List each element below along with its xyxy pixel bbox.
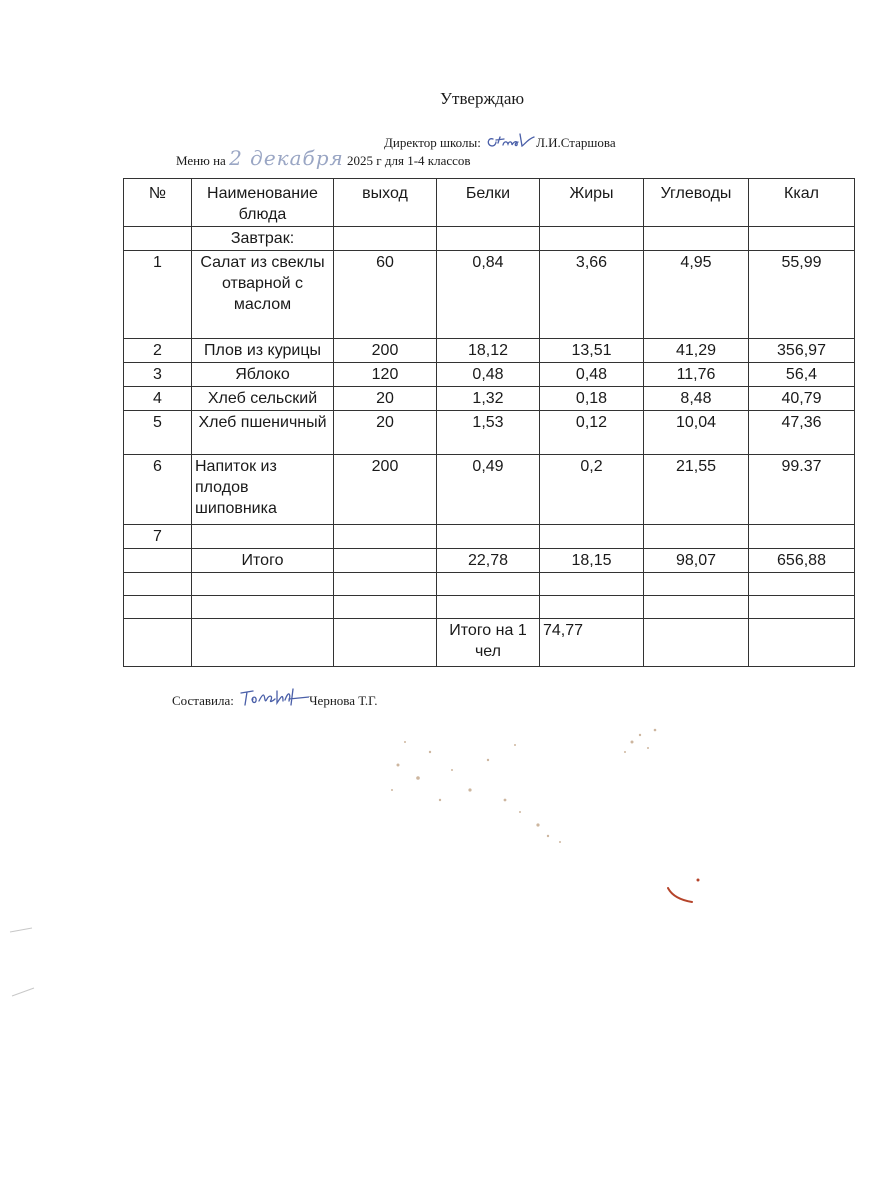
cell-yield: 200 [334,339,437,363]
cell-kcal: 40,79 [749,387,855,411]
cell-name: Хлеб сельский [192,387,334,411]
col-header-carbs: Углеводы [644,179,749,227]
table-row [124,363,855,387]
cell-kcal: 56,4 [749,363,855,387]
table-row [124,411,855,455]
total-kcal: 656,88 [749,549,855,573]
cell-protein: 1,53 [437,411,540,455]
per-person-label: Итого на 1 чел [437,619,540,667]
cell-kcal: 99.37 [749,455,855,525]
cell-fat: 0,48 [540,363,644,387]
table-row [124,387,855,411]
table-row [124,251,855,339]
cell-fat: 13,51 [540,339,644,363]
cell-carbs: 11,76 [644,363,749,387]
director-label: Директор школы: [384,135,481,150]
cell-carbs: 8,48 [644,387,749,411]
compiled-signature [237,687,309,711]
table-row [124,455,855,525]
col-header-no: № [124,179,192,227]
cell-no: 3 [124,363,192,387]
menu-title [176,146,471,170]
director-signature [484,131,536,153]
cell-no: 5 [124,411,192,455]
cell-carbs: 21,55 [644,455,749,525]
col-header-protein: Белки [437,179,540,227]
cell-carbs: 10,04 [644,411,749,455]
section-label: Завтрак: [192,227,334,251]
menu-table [123,178,855,667]
total-label: Итого [192,549,334,573]
empty-row [124,573,855,596]
menu-suffix: 2025 г для 1-4 классов [347,153,471,168]
cell-kcal: 55,99 [749,251,855,339]
total-carbs: 98,07 [644,549,749,573]
section-row [124,227,855,251]
cell-yield: 200 [334,455,437,525]
cell-protein: 18,12 [437,339,540,363]
cell-no: 2 [124,339,192,363]
cell-protein: 0,48 [437,363,540,387]
menu-prefix: Меню на [176,153,226,168]
cell-name: Плов из курицы [192,339,334,363]
col-header-fat: Жиры [540,179,644,227]
cell-name [192,525,334,549]
cell-fat: 0,2 [540,455,644,525]
compiled-name: Чернова Т.Г. [309,693,378,708]
cell-name: Напиток из плодов шиповника [192,455,334,525]
menu-date-handwritten: 2 декабря [229,146,344,170]
cell-carbs: 41,29 [644,339,749,363]
per-person-row [124,619,855,667]
col-header-kcal: Ккал [749,179,855,227]
cell-name: Яблоко [192,363,334,387]
cell-yield: 60 [334,251,437,339]
cell-protein: 0,49 [437,455,540,525]
cell-protein: 0,84 [437,251,540,339]
col-header-yield: выход [334,179,437,227]
cell-no: 7 [124,525,192,549]
cell-kcal: 356,97 [749,339,855,363]
cell-protein: 1,32 [437,387,540,411]
total-protein: 22,78 [437,549,540,573]
total-row [124,549,855,573]
per-person-value: 74,77 [540,619,644,667]
director-name: Л.И.Старшова [536,135,616,150]
cell-no: 6 [124,455,192,525]
cell-no: 1 [124,251,192,339]
cell-fat: 0,18 [540,387,644,411]
cell-no: 4 [124,387,192,411]
cell-kcal: 47,36 [749,411,855,455]
table-row [124,525,855,549]
cell-yield: 120 [334,363,437,387]
empty-row [124,596,855,619]
cell-yield: 20 [334,387,437,411]
cell-fat: 0,12 [540,411,644,455]
cell-name: Хлеб пшеничный [192,411,334,455]
approval-heading: Утверждаю [440,89,525,108]
table-header-row [124,179,855,227]
table-row [124,339,855,363]
cell-carbs: 4,95 [644,251,749,339]
total-fat: 18,15 [540,549,644,573]
cell-yield: 20 [334,411,437,455]
compiled-by-line [172,687,377,711]
col-header-name: Наименование блюда [192,179,334,227]
cell-fat: 3,66 [540,251,644,339]
compiled-label: Составила: [172,693,234,708]
cell-name: Салат из свеклы отварной с маслом [192,251,334,339]
